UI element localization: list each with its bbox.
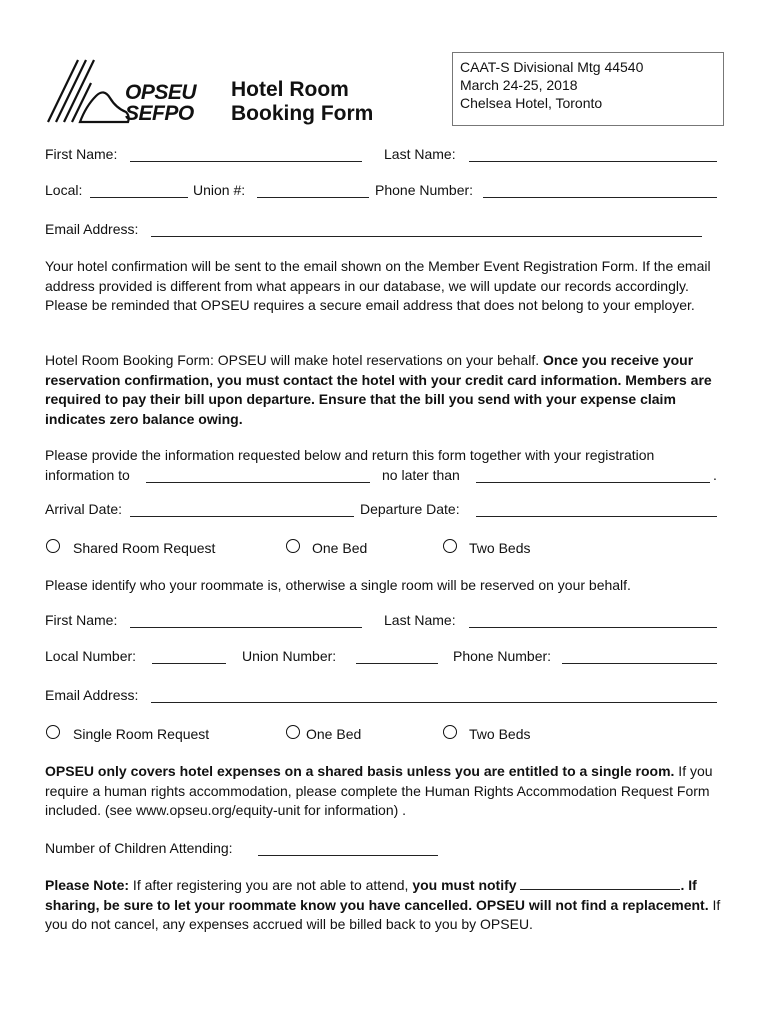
roommate-local-field[interactable] xyxy=(152,663,226,664)
note-label: Please Note: xyxy=(45,877,130,893)
note-text-2: If you do not cancel, any expenses accrued will be billed back to you by OPSEU. xyxy=(45,896,721,932)
last-name-label: Last Name: xyxy=(384,146,456,162)
roommate-email-label: Email Address: xyxy=(45,687,139,703)
title-line-2: Booking Form xyxy=(231,102,374,125)
accommodation-text: If you require a human rights accommodation, please complete the Human Rights Accommodation Request Form included. (see www.opseu.org/equity-unit for information) . xyxy=(45,763,713,818)
shared-one-bed-radio[interactable] xyxy=(286,539,300,553)
roommate-phone-field[interactable] xyxy=(562,663,717,664)
notify-field[interactable] xyxy=(520,877,680,890)
children-label: Number of Children Attending: xyxy=(45,840,233,856)
roommate-local-label: Local Number: xyxy=(45,648,137,664)
roommate-phone-label: Phone Number: xyxy=(453,648,552,664)
note-bold-1: you must notify xyxy=(412,877,517,893)
roommate-last-name-label: Last Name: xyxy=(384,612,456,628)
departure-date-label: Departure Date: xyxy=(360,501,460,517)
shared-two-beds-label: Two Beds xyxy=(469,540,531,556)
union-label: Union #: xyxy=(193,182,246,198)
note-text-1: If after registering you are not able to attend, xyxy=(129,877,413,893)
shared-room-label: Shared Room Request xyxy=(73,540,216,556)
single-one-bed-label: One Bed xyxy=(306,726,362,742)
arrival-date-label: Arrival Date: xyxy=(45,501,123,517)
information-to-field[interactable] xyxy=(146,482,370,483)
single-two-beds-label: Two Beds xyxy=(469,726,531,742)
roommate-note: Please identify who your roommate is, otherwise a single room will be reserved on your behalf. xyxy=(45,577,631,593)
union-field[interactable] xyxy=(257,197,369,198)
roommate-first-name-field[interactable] xyxy=(130,627,362,628)
confirmation-paragraph: Your hotel confirmation will be sent to the email shown on the Member Event Registration Form. If the email address provided is different from what appears in our database, we will update our records accordingly. Please be reminded that OPSEU requires a secure email address that does not belong to your employer. xyxy=(45,258,711,313)
event-name: CAAT-S Divisional Mtg 44540 xyxy=(460,59,644,75)
logo-text-sefpo: SEFPO xyxy=(125,102,194,125)
information-to-label: information to xyxy=(45,467,130,483)
cancellation-note xyxy=(45,876,735,935)
shared-one-bed-label: One Bed xyxy=(312,540,368,556)
first-name-field[interactable] xyxy=(130,161,362,162)
roommate-union-label: Union Number: xyxy=(242,648,337,664)
return-instructions: Please provide the information requested below and return this form together with your registration xyxy=(45,447,655,463)
no-later-than-label: no later than xyxy=(382,467,460,483)
single-room-label: Single Room Request xyxy=(73,726,210,742)
note-bold-2: If sharing, be sure to let your roommate know you have cancelled. OPSEU will not find a replacement. xyxy=(45,877,709,913)
period: . xyxy=(713,467,717,483)
arrival-date-field[interactable] xyxy=(130,516,354,517)
event-location: Chelsea Hotel, Toronto xyxy=(460,95,603,111)
logo-mark-icon xyxy=(44,56,134,126)
local-label: Local: xyxy=(45,182,83,198)
roommate-union-field[interactable] xyxy=(356,663,438,664)
shared-room-radio[interactable] xyxy=(46,539,60,553)
last-name-field[interactable] xyxy=(469,161,717,162)
page-title xyxy=(231,78,373,126)
phone-label: Phone Number: xyxy=(375,182,474,198)
single-two-beds-radio[interactable] xyxy=(443,725,457,739)
note-period: . xyxy=(680,877,685,893)
email-label: Email Address: xyxy=(45,221,139,237)
roommate-email-field[interactable] xyxy=(151,702,717,703)
roommate-first-name-label: First Name: xyxy=(45,612,118,628)
local-field[interactable] xyxy=(90,197,188,198)
logo-text-opseu: OPSEU xyxy=(125,81,197,104)
accommodation-bold: OPSEU only covers hotel expenses on a shared basis unless you are entitled to a single room. xyxy=(45,763,675,779)
first-name-label: First Name: xyxy=(45,146,118,162)
opseu-logo xyxy=(44,56,209,126)
children-field[interactable] xyxy=(258,855,438,856)
phone-field[interactable] xyxy=(483,197,717,198)
shared-two-beds-radio[interactable] xyxy=(443,539,457,553)
booking-paragraph xyxy=(45,351,735,429)
accommodation-paragraph xyxy=(45,762,735,821)
event-info-box xyxy=(452,52,724,126)
single-room-radio[interactable] xyxy=(46,725,60,739)
roommate-last-name-field[interactable] xyxy=(469,627,717,628)
departure-date-field[interactable] xyxy=(476,516,717,517)
email-field[interactable] xyxy=(151,236,702,237)
single-one-bed-radio[interactable] xyxy=(286,725,300,739)
booking-paragraph-text: Hotel Room Booking Form: OPSEU will make hotel reservations on your behalf. xyxy=(45,352,543,368)
no-later-than-field[interactable] xyxy=(476,482,710,483)
title-line-1: Hotel Room xyxy=(231,78,349,101)
event-date: March 24-25, 2018 xyxy=(460,77,578,93)
booking-paragraph-bold: Once you receive your reservation confirmation, you must contact the hotel with your credit card information. Members are required to pay their bill upon departure. Ensure that the bill you send with your expense claim indicates zero balance owing. xyxy=(45,352,712,427)
